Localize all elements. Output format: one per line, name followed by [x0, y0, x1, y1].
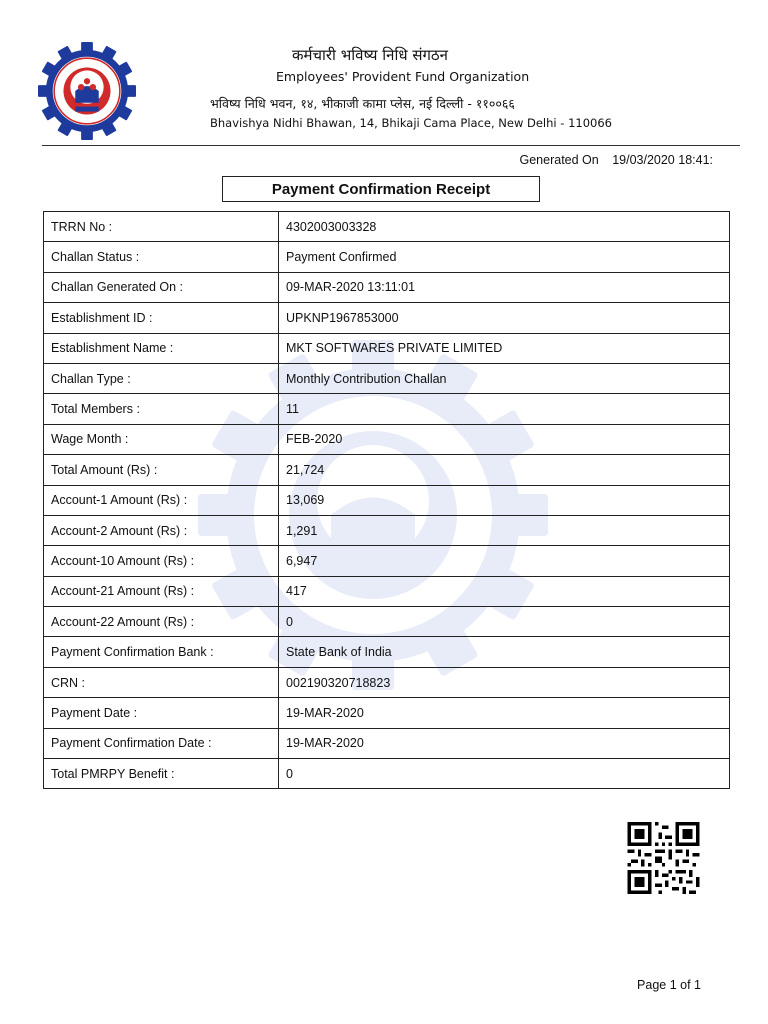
table-row [44, 576, 730, 606]
table-row [44, 607, 730, 637]
row-label: Total Members : [44, 394, 279, 424]
generated-on-label: Generated On [519, 153, 599, 167]
row-value: 19-MAR-2020 [279, 698, 730, 728]
row-value: Payment Confirmed [279, 242, 730, 272]
row-label: Total Amount (Rs) : [44, 455, 279, 485]
table-row [44, 363, 730, 393]
row-value: Monthly Contribution Challan [279, 363, 730, 393]
receipt-details-table [43, 211, 730, 789]
address-hindi: भविष्य निधि भवन, १४, भीकाजी कामा प्लेस, नई दिल्ली - ११००६६ [210, 96, 515, 111]
receipt-title: Payment Confirmation Receipt [222, 176, 540, 202]
row-label: CRN : [44, 667, 279, 697]
row-label: Wage Month : [44, 424, 279, 454]
organization-header [210, 45, 630, 130]
table-row [44, 728, 730, 758]
row-value: 1,291 [279, 515, 730, 545]
row-value: 13,069 [279, 485, 730, 515]
row-value: 4302003003328 [279, 212, 730, 242]
row-label: Challan Generated On : [44, 272, 279, 302]
row-value: 0 [279, 759, 730, 789]
row-value: 002190320718823 [279, 667, 730, 697]
row-label: Payment Date : [44, 698, 279, 728]
qr-code-icon [625, 822, 702, 894]
row-value: MKT SOFTWARES PRIVATE LIMITED [279, 333, 730, 363]
row-label: Challan Type : [44, 363, 279, 393]
row-label: Establishment Name : [44, 333, 279, 363]
page-number: Page 1 of 1 [637, 978, 701, 992]
table-row [44, 333, 730, 363]
row-value: 0 [279, 607, 730, 637]
row-label: Total PMRPY Benefit : [44, 759, 279, 789]
table-row [44, 212, 730, 242]
row-value: UPKNP1967853000 [279, 303, 730, 333]
row-label: Account-1 Amount (Rs) : [44, 485, 279, 515]
row-label: Account-22 Amount (Rs) : [44, 607, 279, 637]
header-divider [42, 145, 740, 146]
table-row [44, 485, 730, 515]
table-row [44, 455, 730, 485]
table-row [44, 637, 730, 667]
table-row [44, 759, 730, 789]
row-label: Account-21 Amount (Rs) : [44, 576, 279, 606]
table-row [44, 698, 730, 728]
row-value: FEB-2020 [279, 424, 730, 454]
table-row [44, 303, 730, 333]
row-value: 417 [279, 576, 730, 606]
table-row [44, 546, 730, 576]
row-label: Payment Confirmation Bank : [44, 637, 279, 667]
generated-on-value: 19/03/2020 18:41: [612, 153, 713, 167]
row-value: 11 [279, 394, 730, 424]
table-row [44, 242, 730, 272]
row-label: Establishment ID : [44, 303, 279, 333]
row-label: Payment Confirmation Date : [44, 728, 279, 758]
table-row [44, 515, 730, 545]
row-value: 09-MAR-2020 13:11:01 [279, 272, 730, 302]
row-value: 6,947 [279, 546, 730, 576]
generated-on [520, 153, 714, 167]
table-row [44, 424, 730, 454]
row-value: 19-MAR-2020 [279, 728, 730, 758]
epfo-logo-icon [38, 42, 136, 140]
table-row [44, 272, 730, 302]
org-name-hindi: कर्मचारी भविष्य निधि संगठन [292, 46, 448, 64]
row-label: Account-10 Amount (Rs) : [44, 546, 279, 576]
address-english: Bhavishya Nidhi Bhawan, 14, Bhikaji Cama Place, New Delhi - 110066 [210, 116, 612, 130]
row-value: State Bank of India [279, 637, 730, 667]
row-value: 21,724 [279, 455, 730, 485]
row-label: TRRN No : [44, 212, 279, 242]
table-row [44, 394, 730, 424]
org-name-english: Employees' Provident Fund Organization [276, 69, 530, 84]
table-row [44, 667, 730, 697]
row-label: Account-2 Amount (Rs) : [44, 515, 279, 545]
row-label: Challan Status : [44, 242, 279, 272]
